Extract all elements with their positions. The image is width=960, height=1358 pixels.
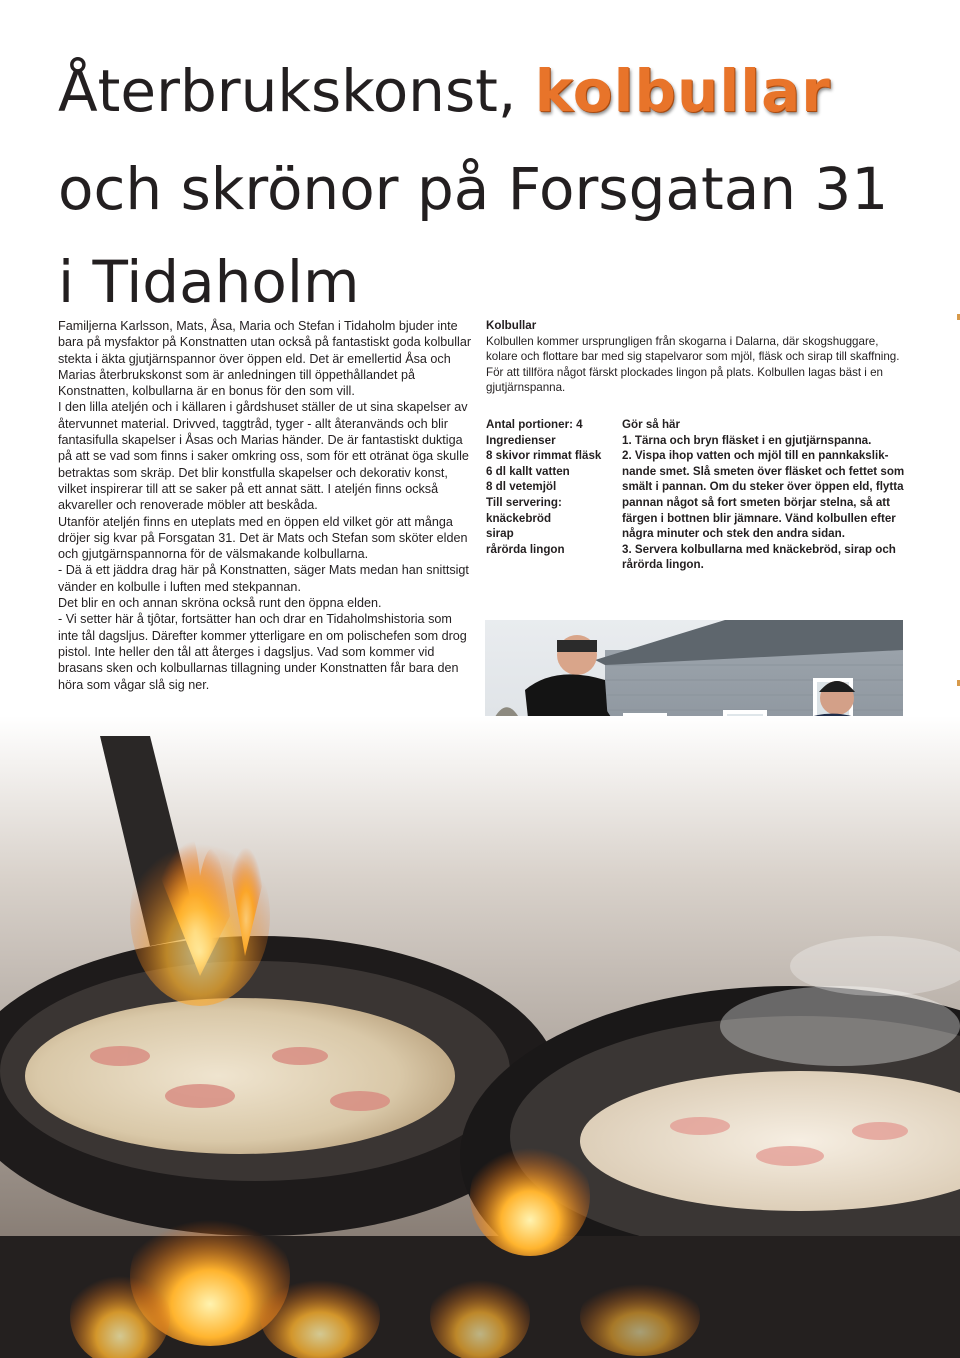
recipe-step: 3. Servera kolbullarna med knäckebröd, sirap och rårörda lingon. xyxy=(622,542,896,572)
recipe-steps xyxy=(622,417,912,573)
article-paragraph: Utanför ateljén finns en uteplats med en öppen eld vilket gör att många dröjer sig kvar på Forsgatan 31. Det är Mats och Stefan som sköter elden och gjutgärnspannorna för de välsmakande kolbullarna. xyxy=(58,514,468,562)
article-paragraph: Familjerna Karlsson, Mats, Åsa, Maria och Stefan i Tidaholm bjuder inte bara på mysfaktor på Konstnatten utan också på fantastiskt goda kolbullar stekta i äkta gjutjärnspannor över öppen eld. Det är emellertid Åsa och Marias återbrukskonst som är anledningen till öppethållandet på Konstnatten, kolbullarna är en bonus för den som vill. xyxy=(58,319,472,399)
headline-line-2: och skrönor på Forsgatan 31 xyxy=(58,155,889,223)
article-paragraph: Det blir en och annan skröna också runt den öppna elden. xyxy=(58,596,382,611)
headline-line-3: i Tidaholm xyxy=(58,248,360,316)
recipe-heading: Kolbullar xyxy=(486,319,537,332)
recipe-intro-text: Kolbullen kommer ursprungligen från skogarna i Dalarna, där skogshuggare, kolare och flottare bar med sig stapelvaror som mjöl, fläsk och sirap till skaffning. För att tillföra något färskt plockades lingon på plats. Kolbullen lagas bäst i en gjutjärnspanna. xyxy=(486,334,900,395)
ingredient-line: knäckebröd xyxy=(486,511,552,525)
article-paragraph: I den lilla ateljén och i källaren i gårdshuset ställer de ut sina skapelser av återvunnet material. Drivved, taggtråd, tyger - allt återanvänds och blir fantasifulla skapelser i Åsas och Marias händer. De är fantastiskt duktiga på att se vad som finns i saker omkring oss, som för ett otränat öga skulle betraktas som skräp. Det blir konstfulla skapelser och dekorativ konst, vilket inspirerar till att se saker på ett annat sätt. I ateljén finns också akvareller och renoverade möbler att beskåda. xyxy=(58,400,469,513)
ingredient-line: 8 dl vetemjöl xyxy=(486,480,557,494)
article-body xyxy=(58,318,474,693)
recipe-step: 2. Vispa ihop vatten och mjöl till en pannkakslik-nande smet. Slå smeten över fläsket och fettet som smält i pannan. Om du steker över öppen eld, flytta pannan något så fort smeten börjar stelna, så att färgen i bottnen blir jämnare. Vänd kolbullen efter några minuter och stek den andra sidan. xyxy=(622,449,905,541)
ingredient-line: 8 skivor rimmat fläsk xyxy=(486,449,602,463)
ingredient-line: sirap xyxy=(486,527,514,541)
headline-line-1 xyxy=(58,57,831,125)
recipe-step: 1. Tärna och bryn fläsket i en gjutjärnspanna. xyxy=(622,433,872,447)
ingredient-line: rårörda lingon xyxy=(486,542,565,556)
ingredient-line: 6 dl kallt vatten xyxy=(486,464,570,478)
article-paragraph: - Dä ä ett jäddra drag här på Konstnatten, säger Mats medan han snittsigt vänder en kolbulle i luften med stekpannan. xyxy=(58,563,469,594)
headline-prefix: Återbrukskonst, xyxy=(58,57,535,125)
recipe-intro-box xyxy=(486,318,906,396)
ingredient-list xyxy=(486,417,616,557)
article-paragraph: - Vi setter här å tjôtar, fortsätter han och drar en Tidaholmshistoria som inte tål dagsljus. Därefter kommer ytterligare en om polischefen som drog pistol. Inte heller den tål att återges i dagsljus. Vad som kommer vid brasans sken och kolbullarnas tillagning under Konstnatten får bara den höra som vågar slå sig ner. xyxy=(58,612,467,692)
ingredient-line: Antal portioner: 4 xyxy=(486,418,583,431)
fire-pans-photo xyxy=(0,716,960,1358)
headline-accent-word: kolbullar xyxy=(534,57,831,125)
steps-heading: Gör så här xyxy=(622,418,680,431)
ingredient-line: Till servering: xyxy=(486,495,562,509)
ingredient-line: Ingredienser xyxy=(486,433,556,447)
